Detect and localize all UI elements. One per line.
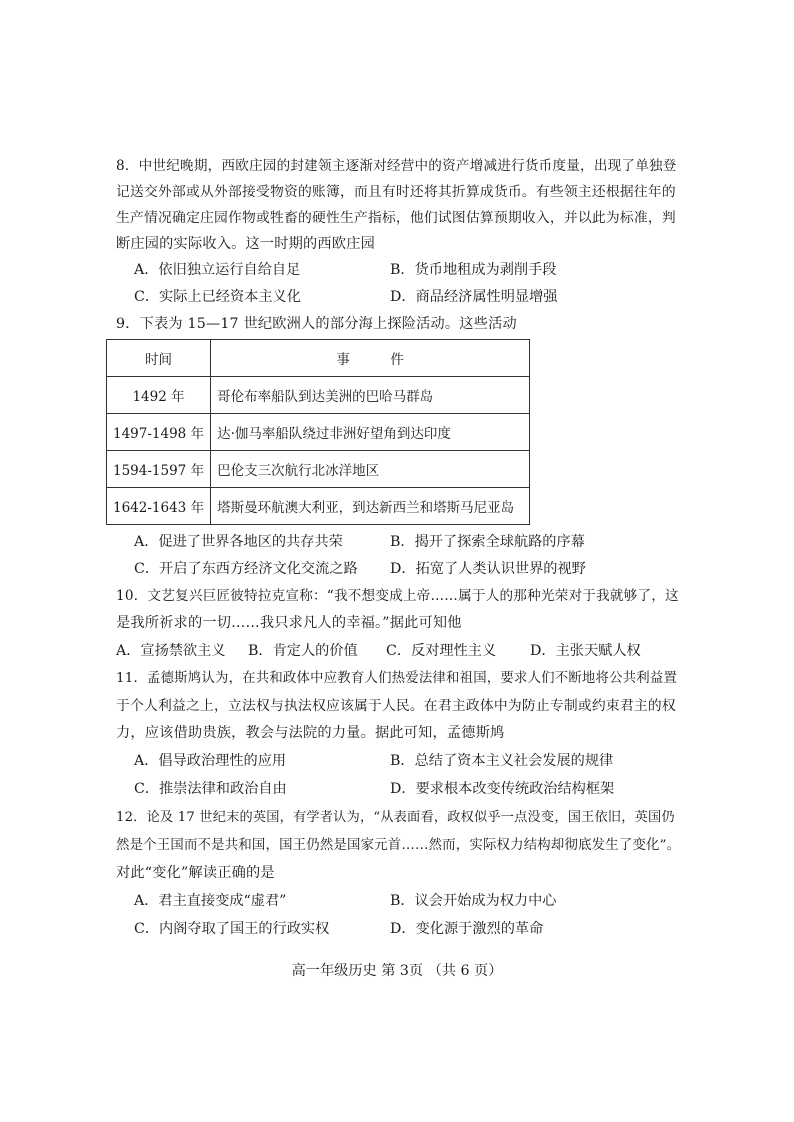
q8-line-2: 记送交外部或从外部接受物资的账簿，而且有时还将其折算成货币。有些领主还根据往年的 [116,184,676,200]
exploration-table [106,339,530,525]
q9-option-c: C．开启了东西方经济文化交流之路 [134,561,358,577]
q10-line-1: 10．文艺复兴巨匠彼特拉克宣称：“我不想变成上帝……属于人的那种光荣对于我就够了，这 [116,588,679,604]
q9-option-a: A．促进了世界各地区的共存共荣 [134,534,343,550]
q11-line-3: 力，应该借助贵族，教会与法院的力量。据此可知，孟德斯鸠 [116,725,505,741]
q8-option-c: C．实际上已经资本主义化 [134,289,301,305]
table-cell-event: 达·伽马率船队绕过非洲好望角到达印度 [211,414,530,451]
table-header-event: 事 件 [211,340,530,377]
q11-option-a: A．倡导政治理性的应用 [134,753,287,769]
q11-line-2: 于个人利益之上，立法权与执法权应该属于人民。在君主政体中为防止专制或约束君主的权 [116,698,676,714]
table-cell-time: 1492 年 [107,377,211,414]
q10-line-2: 是我所祈求的一切……我只求凡人的幸福。”据此可知他 [116,615,462,631]
q10-option-b: B．肯定人的价值 [248,643,358,659]
q8-option-a: A．依旧独立运行自给自足 [134,262,301,278]
q12-option-a: A．君主直接变成“虚君” [134,893,287,909]
table-cell-event: 塔斯曼环航澳大利亚，到达新西兰和塔斯马尼亚岛 [211,488,530,525]
table-header-time: 时间 [107,340,211,377]
q11-option-b: B．总结了资本主义社会发展的规律 [390,753,614,769]
table-row [107,377,530,414]
table-row [107,414,530,451]
q12-line-1: 12．论及 17 世纪末的英国，有学者认为，“从表面看，政权似乎一点没变，国王依旧，英国仍 [116,810,675,825]
q10-option-d: D．主张天赋人权 [530,643,641,659]
q12-option-d: D．变化源于激烈的革命 [390,921,544,937]
table-cell-time: 1594-1597 年 [107,451,211,488]
table-cell-time: 1497-1498 年 [107,414,211,451]
q11-line-1: 11．孟德斯鸠认为，在共和政体中应教育人们热爱法律和祖国，要求人们不断地将公共利益置 [116,671,678,686]
q9-option-b: B．揭开了探索全球航路的序幕 [390,534,585,550]
table-row [107,451,530,488]
q12-option-c: C．内阁夺取了国王的行政实权 [134,921,330,937]
q11-option-c: C．推崇法律和政治自由 [134,781,287,797]
q12-line-3: 对此“变化”解读正确的是 [116,865,275,881]
q8-option-d: D．商品经济属性明显增强 [390,289,558,305]
q8-line-3: 生产情况确定庄园作物或牲畜的硬性生产指标，他们试图估算预期收入，并以此为标准，判 [116,210,676,226]
q9-stem: 9．下表为 15—17 世纪欧洲人的部分海上探险活动。这些活动 [116,316,517,332]
q12-line-2: 然是个王国而不是共和国，国王仍然是国家元首……然而，实际权力结构却彻底发生了变化”。 [116,838,681,853]
q8-option-b: B．货币地租成为剥削手段 [390,262,557,278]
q11-option-d: D．要求根本改变传统政治结构框架 [390,781,615,797]
q10-option-a: A．宣扬禁欲主义 [116,643,226,659]
table-cell-event: 哥伦布率船队到达美洲的巴哈马群岛 [211,377,530,414]
q8-line-1: 8．中世纪晚期，西欧庄园的封建领主逐渐对经营中的资产增减进行货币度量，出现了单独登 [116,158,677,174]
q12-option-b: B．议会开始成为权力中心 [390,893,557,909]
page-footer: 高一年级历史 第 3页 （共 6 页） [291,963,503,979]
table-header-row [107,340,530,377]
q8-line-4: 断庄园的实际收入。这一时期的西欧庄园 [116,236,375,252]
table-cell-time: 1642-1643 年 [107,488,211,525]
q9-option-d: D．拓宽了人类认识世界的视野 [390,561,586,577]
table-row [107,488,530,525]
table-cell-event: 巴伦支三次航行北冰洋地区 [211,451,530,488]
q10-option-c: C．反对理性主义 [386,643,497,659]
